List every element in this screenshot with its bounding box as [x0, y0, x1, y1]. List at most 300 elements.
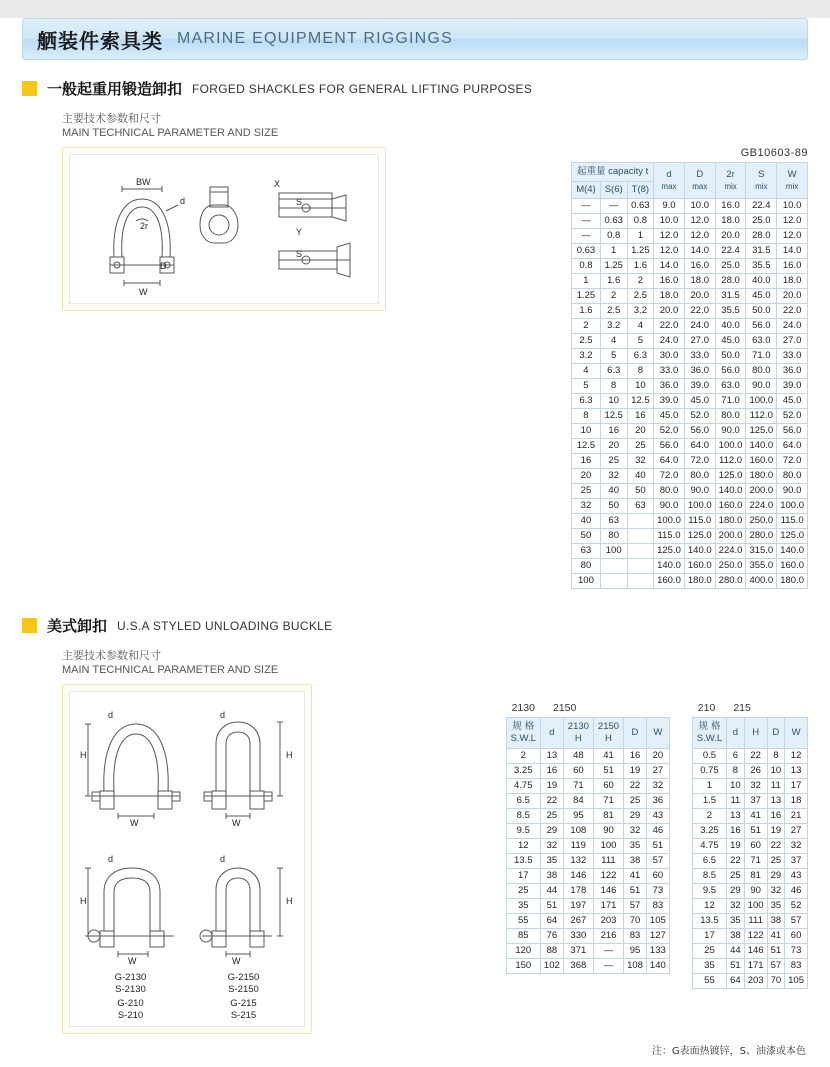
table-cell: 125.0 [715, 469, 746, 484]
th-swl-left: 规 格 S.W.L [506, 718, 540, 749]
table-cell: 50 [600, 499, 627, 514]
figure-label-w: W [139, 287, 148, 297]
usa-right-table-titles [692, 702, 808, 714]
table-cell: 12.5 [627, 394, 653, 409]
table-cell: 111 [593, 854, 623, 869]
table-cell: 0.8 [572, 259, 601, 274]
table-cell: 13 [785, 764, 808, 779]
table-cell: 5 [600, 349, 627, 364]
table-cell: 25 [506, 884, 540, 899]
table-cell: 12 [785, 749, 808, 764]
table-cell: 6.5 [506, 794, 540, 809]
table-cell: 25.0 [746, 214, 777, 229]
table-row [572, 274, 808, 289]
table-cell: 13.5 [506, 854, 540, 869]
table-cell: 83 [624, 929, 647, 944]
table-cell: 1.25 [600, 259, 627, 274]
table-row [572, 229, 808, 244]
table-cell: 16.0 [777, 259, 808, 274]
th-D-right: D [767, 718, 785, 749]
table-cell: 22.0 [777, 304, 808, 319]
table-row [572, 304, 808, 319]
table-cell: 12 [692, 899, 726, 914]
table-cell: 71.0 [746, 349, 777, 364]
table-cell: 48 [563, 749, 593, 764]
table-row [692, 959, 807, 974]
table-row [506, 794, 669, 809]
table-cell: — [600, 199, 627, 214]
table-cell: 8 [727, 764, 745, 779]
table-row [506, 899, 669, 914]
table-cell: 85 [506, 929, 540, 944]
table-row [692, 764, 807, 779]
table-row [692, 779, 807, 794]
table-cell: 125.0 [777, 529, 808, 544]
table-cell: 16 [572, 454, 601, 469]
section1-title-cn: 一般起重用锻造卸扣 [47, 80, 183, 98]
table-row [692, 824, 807, 839]
table-cell: 70 [767, 974, 785, 989]
table-cell: 216 [593, 929, 623, 944]
table-cell: 16 [600, 424, 627, 439]
usa-label-w1: W [130, 818, 139, 828]
table-cell: 71 [563, 779, 593, 794]
usa-left-table-block [506, 702, 670, 989]
table-cell: 12.0 [777, 229, 808, 244]
table-cell: 2 [600, 289, 627, 304]
table-cell: 4 [572, 364, 601, 379]
table-row [572, 424, 808, 439]
table-cell: 56.0 [715, 364, 746, 379]
table-cell: 95 [563, 809, 593, 824]
bullet-square-icon [22, 81, 37, 96]
table-row [572, 439, 808, 454]
table-cell: 50.0 [746, 304, 777, 319]
table-cell: 2 [692, 809, 726, 824]
table-cell: 80.0 [684, 469, 715, 484]
table-row [692, 884, 807, 899]
figure-caption-210: G-210 S-210 [117, 998, 144, 1021]
table-cell [627, 544, 653, 559]
table-cell: 2 [506, 749, 540, 764]
table-cell: 10.0 [777, 199, 808, 214]
table-cell: 46 [646, 824, 669, 839]
usa-label-w2: W [232, 818, 241, 828]
table-cell: 171 [593, 899, 623, 914]
table-cell: 52.0 [654, 424, 685, 439]
table-cell: 22 [727, 854, 745, 869]
table-cell: 80.0 [654, 484, 685, 499]
table-cell: 29 [727, 884, 745, 899]
usa-label-h1: H [80, 750, 87, 760]
table-cell: 90.0 [715, 424, 746, 439]
table-cell: 63 [627, 499, 653, 514]
table-cell: 146 [744, 944, 767, 959]
table-cell: 100.0 [654, 514, 685, 529]
table-cell: 32 [572, 499, 601, 514]
table-cell: 25 [572, 484, 601, 499]
table-cell: 105 [646, 914, 669, 929]
table-row [506, 914, 669, 929]
usa-label-h4: H [286, 896, 293, 906]
table-cell: 19 [624, 764, 647, 779]
table-cell: 1 [627, 229, 653, 244]
table-cell: 20.0 [715, 229, 746, 244]
table-cell: 41 [624, 869, 647, 884]
table-cell: 140.0 [715, 484, 746, 499]
section2-tables [506, 684, 808, 989]
table-cell: 1.25 [572, 289, 601, 304]
table-row [692, 929, 807, 944]
table-cell: 125.0 [684, 529, 715, 544]
table-cell: 90.0 [746, 379, 777, 394]
banner-title-en: MARINE EQUIPMENT RIGGINGS [177, 30, 453, 47]
table-cell: 3.2 [572, 349, 601, 364]
table-cell: 35.5 [746, 259, 777, 274]
table-cell: 115.0 [777, 514, 808, 529]
table-cell: 102 [540, 959, 563, 974]
table-cell: 73 [646, 884, 669, 899]
section2-subtitle-cn: 主要技术参数和尺寸 [62, 649, 161, 662]
table-cell: 10 [627, 379, 653, 394]
table-cell: 6.3 [572, 394, 601, 409]
figure-caption-2130: G-2130 S-2130 [114, 972, 147, 995]
table-cell: 5 [572, 379, 601, 394]
table-cell: 11 [767, 779, 785, 794]
table-cell: 24.0 [684, 319, 715, 334]
table-row [506, 824, 669, 839]
table-cell: 140.0 [654, 559, 685, 574]
table-cell: 25 [600, 454, 627, 469]
table-cell: 36.0 [777, 364, 808, 379]
table-row [692, 794, 807, 809]
table-cell: 20.0 [684, 289, 715, 304]
usa-right-table [692, 717, 808, 989]
table-cell: 63 [600, 514, 627, 529]
table-cell: 50 [627, 484, 653, 499]
table-cell: 30.0 [654, 349, 685, 364]
table-cell: 17 [506, 869, 540, 884]
usa-label-d3: d [108, 854, 114, 864]
table-cell: 180.0 [746, 469, 777, 484]
table-cell: 52.0 [684, 409, 715, 424]
table-cell [627, 574, 653, 589]
table-cell: 16.0 [654, 274, 685, 289]
table-cell: 43 [646, 809, 669, 824]
table-cell: 12.5 [572, 439, 601, 454]
th-W-right: W [785, 718, 808, 749]
table-cell: 8 [572, 409, 601, 424]
usa-label-d1: d [108, 710, 114, 720]
table-cell: 36.0 [654, 379, 685, 394]
table-cell: 12.0 [654, 229, 685, 244]
section2-content [22, 684, 808, 1034]
table-cell: 35 [506, 899, 540, 914]
table-cell: 330 [563, 929, 593, 944]
table-cell: 140.0 [777, 544, 808, 559]
standard-code: GB10603-89 [740, 147, 808, 159]
table-cell: 197 [563, 899, 593, 914]
usa-label-h2: H [286, 750, 293, 760]
table-cell: 64.0 [777, 439, 808, 454]
table-row [692, 974, 807, 989]
table-cell: 160.0 [746, 454, 777, 469]
table-row [506, 764, 669, 779]
table-cell: 14.0 [654, 259, 685, 274]
table-cell: 0.75 [692, 764, 726, 779]
usa-left-tbody [506, 749, 669, 974]
table-cell: 178 [563, 884, 593, 899]
table-cell: 51 [744, 824, 767, 839]
table-cell: 18.0 [777, 274, 808, 289]
table-cell: 10 [767, 764, 785, 779]
table-cell: 41 [767, 929, 785, 944]
table-cell: 71 [593, 794, 623, 809]
table-cell: 50.0 [715, 349, 746, 364]
table-row [572, 469, 808, 484]
table-cell: 25 [624, 794, 647, 809]
section1-figure-inner [69, 154, 379, 304]
usa-shackle-diagrams [74, 696, 300, 976]
table-cell: 20 [572, 469, 601, 484]
table-cell: 9.5 [506, 824, 540, 839]
table-cell: 72.0 [684, 454, 715, 469]
table-cell: 72.0 [654, 469, 685, 484]
table-cell: 37 [785, 854, 808, 869]
table-cell: 39.0 [777, 379, 808, 394]
table-cell: 115.0 [654, 529, 685, 544]
table-cell: 40.0 [746, 274, 777, 289]
table-cell: 17 [692, 929, 726, 944]
table-cell: 150 [506, 959, 540, 974]
table-cell: 32 [785, 839, 808, 854]
table-cell: 84 [563, 794, 593, 809]
table-cell: 125.0 [654, 544, 685, 559]
table-cell: 45.0 [684, 394, 715, 409]
table-row [506, 884, 669, 899]
table-cell: 100 [600, 544, 627, 559]
table-cell: 43 [785, 869, 808, 884]
table-cell: — [572, 214, 601, 229]
table-cell: 13.5 [692, 914, 726, 929]
usa-right-tbody [692, 749, 807, 989]
table-cell: 64.0 [684, 439, 715, 454]
section2-heading [22, 615, 808, 636]
table-cell: 22.0 [684, 304, 715, 319]
table-cell: 28.0 [746, 229, 777, 244]
table-row [572, 454, 808, 469]
table-cell: 60 [785, 929, 808, 944]
table-cell: 36.0 [684, 364, 715, 379]
table-cell: 1.6 [600, 274, 627, 289]
table-cell: 146 [563, 869, 593, 884]
table-cell: 51 [767, 944, 785, 959]
table-cell: 35 [540, 854, 563, 869]
table-cell: 27 [785, 824, 808, 839]
table-cell: 33.0 [654, 364, 685, 379]
table-cell: 10 [572, 424, 601, 439]
table-cell: 90 [744, 884, 767, 899]
table-cell: 6.3 [627, 349, 653, 364]
table-cell: 16.0 [684, 259, 715, 274]
table-cell: 140 [646, 959, 669, 974]
table-cell: 64.0 [654, 454, 685, 469]
table-cell: 31.5 [715, 289, 746, 304]
table-cell: 71.0 [715, 394, 746, 409]
table-cell: 160.0 [684, 559, 715, 574]
table-cell: 100.0 [746, 394, 777, 409]
th-2130h: 2130 H [563, 718, 593, 749]
table-cell: 39.0 [654, 394, 685, 409]
table-cell: 56.0 [777, 424, 808, 439]
table-cell: 140.0 [684, 544, 715, 559]
table-cell: 12.0 [654, 244, 685, 259]
usa-label-w3: W [128, 956, 137, 966]
table-cell: 38 [727, 929, 745, 944]
table-cell: 400.0 [746, 574, 777, 589]
table-cell: 51 [624, 884, 647, 899]
th-D: D max [684, 163, 715, 199]
table-cell: 0.63 [572, 244, 601, 259]
table-cell: 20 [627, 424, 653, 439]
table-row [572, 319, 808, 334]
table-cell: 35.5 [715, 304, 746, 319]
table-cell: 40 [600, 484, 627, 499]
table-row [572, 334, 808, 349]
table-cell: 16 [767, 809, 785, 824]
page-root [0, 18, 830, 1067]
table-cell: 31.5 [746, 244, 777, 259]
usa-left-table [506, 717, 670, 974]
section1-title-en: FORGED SHACKLES FOR GENERAL LIFTING PURPOSES [192, 81, 533, 96]
usa-label-h3: H [80, 896, 87, 906]
table-cell: 16 [627, 409, 653, 424]
shackle-dimension-diagram [74, 159, 374, 299]
table-cell: 35 [692, 959, 726, 974]
table-row [572, 544, 808, 559]
table-cell: 4.75 [506, 779, 540, 794]
table-cell: 200.0 [715, 529, 746, 544]
table-cell: 45.0 [654, 409, 685, 424]
table-cell: 88 [540, 944, 563, 959]
table-cell: 57 [785, 914, 808, 929]
table-cell: 355.0 [746, 559, 777, 574]
table-cell: 22 [767, 839, 785, 854]
table-cell: 33.0 [684, 349, 715, 364]
usa-right-table-block [692, 702, 808, 989]
table-cell: 25.0 [715, 259, 746, 274]
table-cell: 14.0 [684, 244, 715, 259]
th-W-left: W [646, 718, 669, 749]
table-cell: 203 [744, 974, 767, 989]
table-cell: 64 [540, 914, 563, 929]
table-cell: 19 [767, 824, 785, 839]
table-cell: 73 [785, 944, 808, 959]
table-cell: 22 [624, 779, 647, 794]
table-cell: 38 [767, 914, 785, 929]
table-cell: 38 [540, 869, 563, 884]
table-cell: 18.0 [654, 289, 685, 304]
table-cell: 70 [624, 914, 647, 929]
table-cell: 45.0 [746, 289, 777, 304]
table-cell [600, 559, 627, 574]
table-cell: 24.0 [777, 319, 808, 334]
table-row [692, 809, 807, 824]
table-cell: 6.5 [692, 854, 726, 869]
table-cell: 171 [744, 959, 767, 974]
section2-figure-box [62, 684, 312, 1034]
section1-table-wrap [571, 147, 808, 589]
table-row [692, 839, 807, 854]
table-cell: 16.0 [715, 199, 746, 214]
table-row [572, 259, 808, 274]
table-row [572, 349, 808, 364]
table-row [572, 364, 808, 379]
table-cell: 18.0 [684, 274, 715, 289]
table-cell: 250.0 [715, 559, 746, 574]
table-cell: 29 [624, 809, 647, 824]
table-cell: 83 [646, 899, 669, 914]
table-row [572, 484, 808, 499]
table-cell: 280.0 [746, 529, 777, 544]
table-row [572, 394, 808, 409]
table-row [506, 809, 669, 824]
table-cell: 105 [785, 974, 808, 989]
table-cell: 119 [563, 839, 593, 854]
table-cell: — [572, 229, 601, 244]
table-cell: 90.0 [684, 484, 715, 499]
table-cell: 20.0 [654, 304, 685, 319]
table-cell: 10 [727, 779, 745, 794]
table-cell: 3.2 [627, 304, 653, 319]
page-banner [22, 18, 808, 60]
table-cell: 13 [540, 749, 563, 764]
table-cell: 29 [540, 824, 563, 839]
table-cell: 22.4 [746, 199, 777, 214]
table-cell: 25 [727, 869, 745, 884]
table-cell: 56.0 [746, 319, 777, 334]
table-cell: 6 [727, 749, 745, 764]
table-cell: 44 [727, 944, 745, 959]
table-cell: 32 [540, 839, 563, 854]
table-cell: 63.0 [746, 334, 777, 349]
table-cell: 60 [593, 779, 623, 794]
table-cell: 13 [767, 794, 785, 809]
table-cell: 122 [744, 929, 767, 944]
table-cell: 32 [600, 469, 627, 484]
table-cell: 111 [744, 914, 767, 929]
table-cell: 19 [727, 839, 745, 854]
table-row [506, 929, 669, 944]
table-cell: 83 [785, 959, 808, 974]
th-S: S mix [746, 163, 777, 199]
table-cell: 112.0 [715, 454, 746, 469]
table-cell: 112.0 [746, 409, 777, 424]
table-row [572, 289, 808, 304]
figure-label-2r: 2r [140, 221, 149, 231]
section2-title-cn: 美式卸扣 [47, 617, 108, 635]
table-cell: 40 [627, 469, 653, 484]
table-cell: 57 [624, 899, 647, 914]
table-cell: 21 [785, 809, 808, 824]
table-row [506, 869, 669, 884]
table-cell: — [572, 199, 601, 214]
table-cell: 12.0 [777, 214, 808, 229]
table-cell: 22.0 [654, 319, 685, 334]
table-cell: 160.0 [654, 574, 685, 589]
th-s6: S(6) [600, 182, 627, 199]
banner-title-cn: 舾装件索具类 [37, 28, 163, 53]
